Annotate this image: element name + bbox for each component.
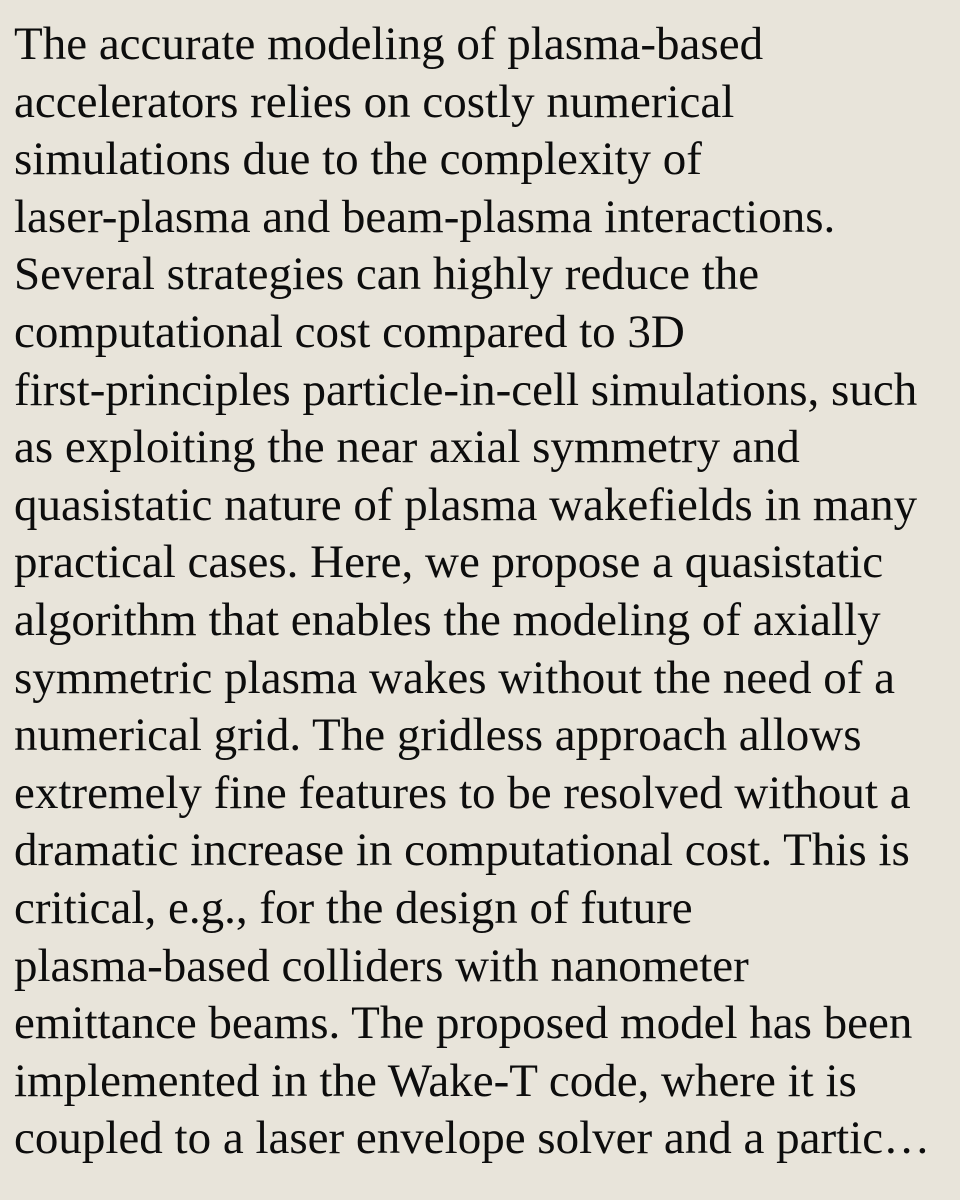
abstract-line: extremely fine features to be resolved without a xyxy=(14,766,911,819)
abstract-line: coupled to a laser envelope solver and a partic… xyxy=(14,1112,931,1165)
abstract-line: dramatic increase in computational cost. This is xyxy=(14,824,910,877)
abstract-line: plasma-based colliders with nanometer xyxy=(14,939,749,992)
abstract-line: accelerators relies on costly numerical xyxy=(14,75,735,128)
abstract-line: as exploiting the near axial symmetry and xyxy=(14,421,800,474)
abstract-line: algorithm that enables the modeling of axially xyxy=(14,593,881,646)
abstract-line: practical cases. Here, we propose a quasistatic xyxy=(14,536,884,589)
abstract-line: laser-plasma and beam-plasma interactions. xyxy=(14,190,836,243)
abstract-line: symmetric plasma wakes without the need of a xyxy=(14,651,895,704)
abstract-line: quasistatic nature of plasma wakefields in many xyxy=(14,478,918,531)
abstract-line: critical, e.g., for the design of future xyxy=(14,881,693,934)
abstract-line: computational cost compared to 3D xyxy=(14,305,685,358)
abstract-line: emittance beams. The proposed model has been xyxy=(14,997,913,1050)
abstract-line: implemented in the Wake-T code, where it is xyxy=(14,1054,857,1107)
abstract-line: simulations due to the complexity of xyxy=(14,133,702,186)
abstract-text xyxy=(14,16,954,1168)
abstract-line: numerical grid. The gridless approach allows xyxy=(14,709,862,762)
abstract-line: first-principles particle-in-cell simulations, such xyxy=(14,363,918,416)
abstract-line: Several strategies can highly reduce the xyxy=(14,248,760,301)
abstract-line: The accurate modeling of plasma-based xyxy=(14,18,764,70)
